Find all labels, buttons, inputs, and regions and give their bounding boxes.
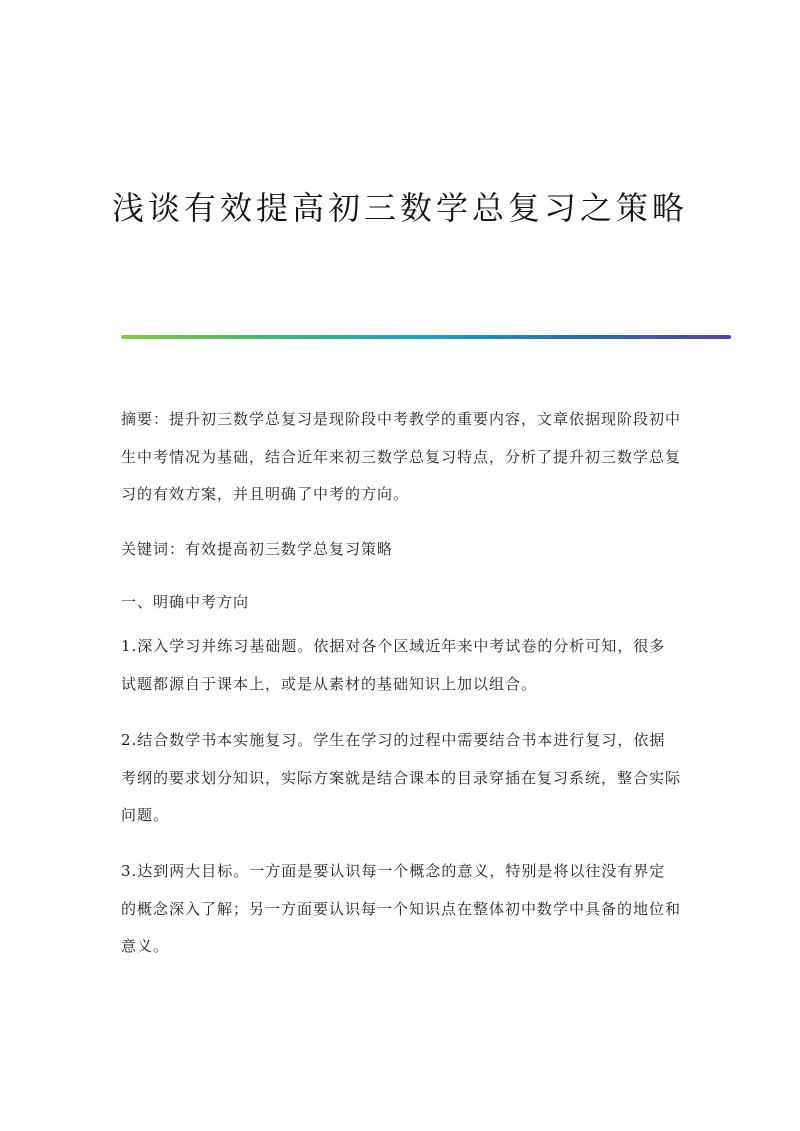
abstract-paragraph: 摘要：提升初三数学总复习是现阶段中考教学的重要内容，文章依据现阶段初中生中考情况为基础，结合近年来初三数学总复习特点，分析了提升初三数学总复习的有效方案，并且明确了中考的方向。 bbox=[121, 410, 682, 503]
list-item-paragraph-1: 1.深入学习并练习基础题。依据对各个区域近年来中考试卷的分析可知，很多试题都源自于课本上，或是从素材的基础知识上加以组合。 bbox=[121, 637, 666, 693]
title-divider-line bbox=[121, 335, 731, 339]
list-item-paragraph-3: 3.达到两大目标。一方面是要认识每一个概念的意义，特别是将以往没有界定的概念深入了解；另一方面要认识每一个知识点在整体初中数学中具备的地位和意义。 bbox=[121, 862, 682, 955]
document-title: 浅谈有效提高初三数学总复习之策略 bbox=[111, 189, 688, 227]
list-item-paragraph-2: 2.结合数学书本实施复习。学生在学习的过程中需要结合书本进行复习，依据考纲的要求划分知识，实际方案就是结合课本的目录穿插在复习系统，整合实际问题。 bbox=[121, 731, 682, 824]
keywords-line: 关键词：有效提高初三数学总复习策略 bbox=[121, 540, 394, 558]
section-heading: 一、明确中考方向 bbox=[121, 593, 250, 611]
